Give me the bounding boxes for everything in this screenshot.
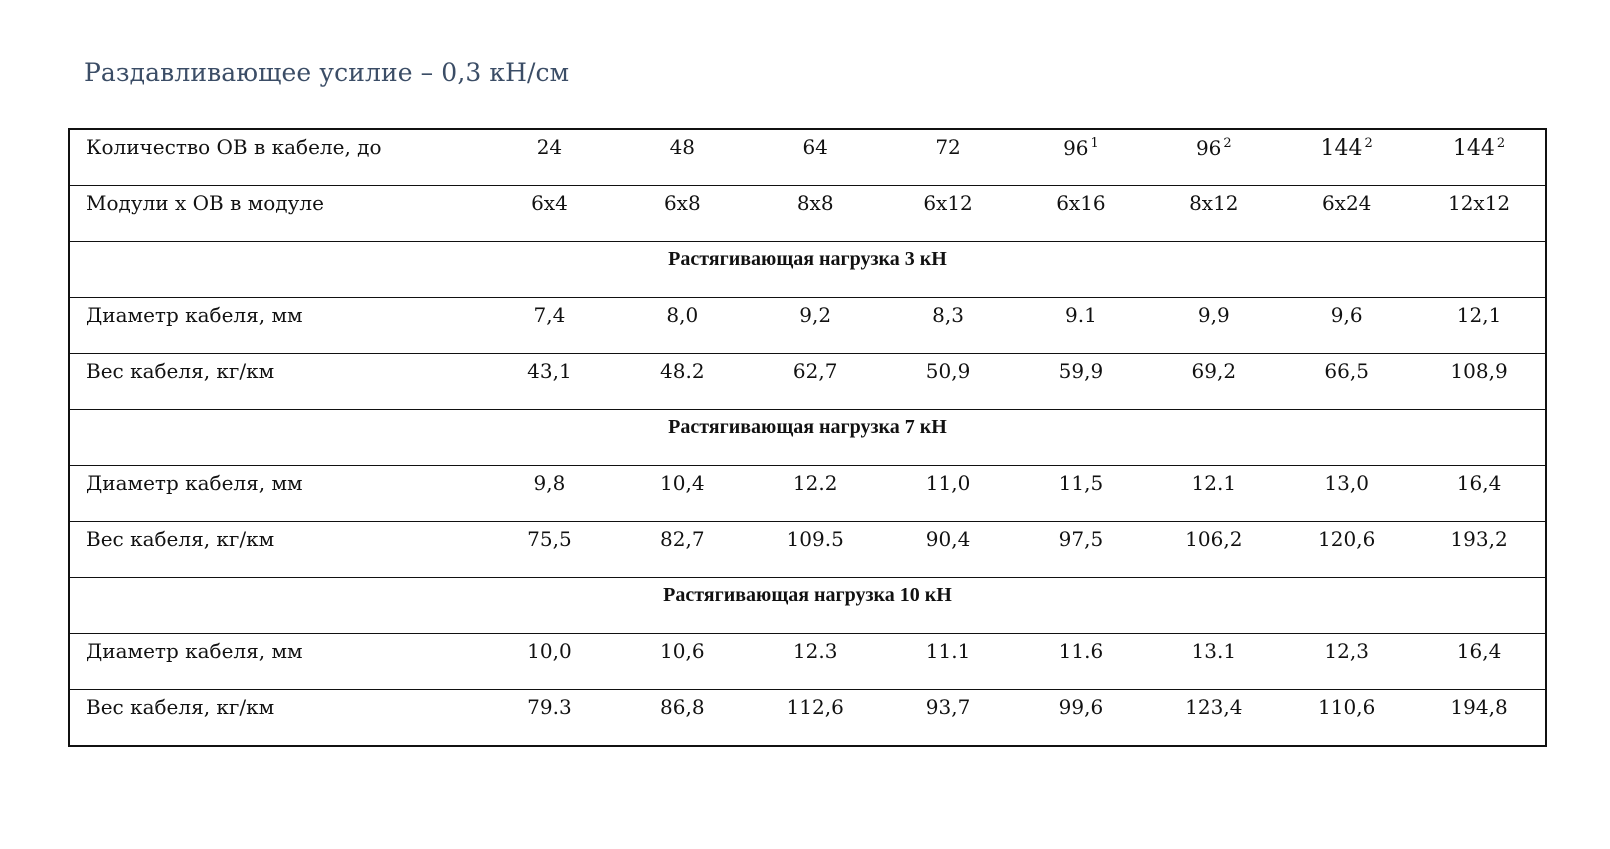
cell-value-wrap [1413, 298, 1545, 325]
cell-value: 6х16 [1056, 191, 1106, 215]
value-cell [1280, 522, 1413, 578]
section-heading: Растягивающая нагрузка 7 кН [668, 416, 947, 438]
table-row [69, 466, 1546, 522]
row-label: Диаметр кабеля, мм [86, 639, 303, 663]
cell-value-wrap [1147, 522, 1280, 549]
cell-value-wrap [616, 634, 749, 661]
cell-value: 16,4 [1456, 639, 1502, 663]
cell-value: 6х12 [923, 191, 973, 215]
cell-value: 6х4 [531, 191, 568, 215]
cell-value-wrap [1015, 130, 1148, 158]
cell-value: 12.1 [1191, 471, 1237, 495]
value-cell [1147, 186, 1280, 242]
cell-value: 144 [1452, 136, 1495, 161]
cell-value: 66,5 [1324, 359, 1369, 383]
value-cell [749, 129, 882, 186]
cell-value-wrap [1280, 522, 1413, 549]
cell-value-wrap [1015, 354, 1148, 381]
cell-value: 75,5 [527, 527, 572, 551]
cell-value-wrap [483, 354, 616, 381]
value-cell [1015, 129, 1148, 186]
value-cell [1147, 298, 1280, 354]
value-cell [1015, 354, 1148, 410]
cable-spec-table-body [69, 129, 1546, 746]
value-cell [1413, 186, 1546, 242]
value-cell [749, 298, 882, 354]
cell-value: 43,1 [527, 359, 572, 383]
cell-value: 11.6 [1058, 639, 1104, 663]
value-cell [1147, 354, 1280, 410]
value-cell [1015, 186, 1148, 242]
cell-value: 79.3 [527, 695, 572, 719]
value-cell [1015, 634, 1148, 690]
table-row [69, 129, 1546, 186]
value-cell [882, 690, 1015, 747]
cell-value: 12х12 [1447, 191, 1511, 215]
cell-value-wrap [616, 522, 749, 549]
value-cell [483, 466, 616, 522]
value-cell [616, 634, 749, 690]
cell-value-wrap [1413, 354, 1545, 381]
table-row [69, 690, 1546, 747]
cell-value-wrap [1147, 354, 1280, 381]
cell-value-wrap [1413, 186, 1545, 213]
cell-value-wrap [882, 130, 1015, 157]
cell-value-wrap [1147, 186, 1280, 213]
cell-value-wrap [882, 186, 1015, 213]
value-cell [1413, 129, 1546, 186]
value-cell [483, 129, 616, 186]
cell-value-wrap [882, 466, 1015, 493]
row-label: Вес кабеля, кг/км [86, 695, 275, 719]
cell-value: 7,4 [533, 303, 566, 327]
value-cell [616, 186, 749, 242]
value-cell [882, 354, 1015, 410]
value-cell [882, 466, 1015, 522]
cell-value-wrap [483, 690, 616, 717]
value-cell [1280, 186, 1413, 242]
value-cell [882, 298, 1015, 354]
value-cell [1280, 690, 1413, 747]
cell-value: 9,9 [1197, 303, 1230, 327]
value-cell [882, 129, 1015, 186]
value-cell [1147, 634, 1280, 690]
section-heading-cell [69, 410, 1546, 466]
value-cell [1147, 466, 1280, 522]
cell-value: 8,3 [932, 303, 964, 327]
cell-value: 99,6 [1058, 695, 1104, 719]
cell-value: 9,6 [1330, 303, 1363, 327]
footnote-marker: 1 [1090, 136, 1099, 151]
value-cell [483, 690, 616, 747]
cell-value: 50,9 [925, 359, 971, 383]
cell-value: 72 [935, 135, 961, 159]
value-cell [1147, 690, 1280, 747]
row-label-cell [69, 354, 483, 410]
value-cell [1280, 354, 1413, 410]
value-cell [1280, 466, 1413, 522]
cell-value: 108,9 [1450, 359, 1508, 383]
cell-value: 62,7 [792, 359, 838, 383]
cell-value-wrap [483, 186, 616, 213]
cell-value-wrap [1015, 690, 1148, 717]
section-heading-row [69, 578, 1546, 634]
row-label-cell [69, 129, 483, 186]
cell-value: 9,8 [533, 471, 566, 495]
cell-value-wrap [1015, 298, 1148, 325]
cell-value: 82,7 [660, 527, 705, 551]
cell-value-wrap [749, 466, 882, 493]
row-label: Модули х ОВ в модуле [86, 191, 324, 215]
cell-value-wrap [882, 690, 1015, 717]
cell-value-wrap [749, 354, 882, 381]
value-cell [483, 298, 616, 354]
value-cell [616, 129, 749, 186]
value-cell [616, 466, 749, 522]
value-cell [1015, 466, 1148, 522]
cell-value: 69,2 [1191, 359, 1237, 383]
cell-value: 10,0 [527, 639, 572, 663]
cell-value-wrap [1413, 522, 1545, 549]
value-cell [1413, 354, 1546, 410]
cell-value: 193,2 [1450, 527, 1508, 551]
cell-value-wrap [483, 298, 616, 325]
value-cell [616, 522, 749, 578]
value-cell [483, 186, 616, 242]
table-row [69, 522, 1546, 578]
cell-value-wrap [483, 466, 616, 493]
cell-value: 110,6 [1318, 695, 1376, 719]
cell-value-wrap [1413, 466, 1545, 493]
cell-value: 48.2 [660, 359, 705, 383]
value-cell [1147, 522, 1280, 578]
value-cell [1413, 466, 1546, 522]
cell-value: 13,0 [1324, 471, 1369, 495]
cell-value-wrap [1413, 130, 1545, 160]
cell-value: 112,6 [786, 695, 844, 719]
cell-value: 90,4 [925, 527, 971, 551]
cell-value: 12,3 [1324, 639, 1369, 663]
cell-value: 96 [1063, 136, 1089, 160]
row-label: Диаметр кабеля, мм [86, 303, 303, 327]
value-cell [1280, 129, 1413, 186]
value-cell [749, 186, 882, 242]
cell-value-wrap [1413, 634, 1545, 661]
cell-value-wrap [749, 634, 882, 661]
cell-value: 11,5 [1058, 471, 1104, 495]
cell-value-wrap [1147, 130, 1280, 158]
value-cell [749, 634, 882, 690]
cell-value-wrap [749, 690, 882, 717]
cell-value: 106,2 [1185, 527, 1243, 551]
value-cell [749, 354, 882, 410]
cell-value: 8х12 [1189, 191, 1239, 215]
cell-value-wrap [616, 354, 749, 381]
cell-value-wrap [882, 354, 1015, 381]
cell-value-wrap [616, 466, 749, 493]
cell-value: 6х8 [663, 191, 701, 215]
cell-value-wrap [1280, 466, 1413, 493]
value-cell [483, 354, 616, 410]
section-heading: Растягивающая нагрузка 3 кН [668, 248, 947, 270]
value-cell [1413, 522, 1546, 578]
footnote-marker: 2 [1364, 136, 1373, 151]
value-cell [749, 522, 882, 578]
cell-value-wrap [1280, 690, 1413, 717]
value-cell [882, 634, 1015, 690]
cell-value-wrap [1015, 634, 1148, 661]
table-row [69, 186, 1546, 242]
value-cell [1147, 129, 1280, 186]
cell-value: 93,7 [925, 695, 971, 719]
value-cell [882, 186, 1015, 242]
value-cell [1015, 522, 1148, 578]
cell-value: 13.1 [1191, 639, 1237, 663]
value-cell [1280, 298, 1413, 354]
cell-value-wrap [1280, 634, 1413, 661]
cell-value: 86,8 [660, 695, 705, 719]
cell-value-wrap [1280, 354, 1413, 381]
row-label-cell [69, 186, 483, 242]
cell-value: 10,6 [660, 639, 705, 663]
cell-value: 97,5 [1058, 527, 1104, 551]
cell-value-wrap [483, 634, 616, 661]
cable-spec-table [68, 128, 1547, 747]
value-cell [616, 354, 749, 410]
cell-value: 120,6 [1318, 527, 1376, 551]
cell-value: 12.3 [792, 639, 838, 663]
section-heading-cell [69, 242, 1546, 298]
cell-value-wrap [1413, 690, 1545, 717]
cell-value: 8х8 [796, 191, 834, 215]
cell-value-wrap [616, 690, 749, 717]
cell-value-wrap [616, 130, 749, 157]
cell-value: 8,0 [666, 303, 699, 327]
cell-value: 123,4 [1185, 695, 1243, 719]
cell-value-wrap [1015, 186, 1148, 213]
cell-value: 194,8 [1450, 695, 1508, 719]
section-heading-cell [69, 578, 1546, 634]
cell-value-wrap [882, 522, 1015, 549]
cell-value: 16,4 [1456, 471, 1502, 495]
row-label-cell [69, 522, 483, 578]
cell-value: 144 [1320, 136, 1363, 161]
cell-value: 109.5 [786, 527, 844, 551]
cell-value: 12.2 [792, 471, 838, 495]
value-cell [1413, 690, 1546, 747]
cell-value-wrap [882, 298, 1015, 325]
cell-value-wrap [1147, 690, 1280, 717]
cell-value: 9.1 [1065, 303, 1097, 327]
section-heading-row [69, 242, 1546, 298]
cell-value-wrap [1015, 522, 1148, 549]
row-label: Диаметр кабеля, мм [86, 471, 303, 495]
section-heading: Растягивающая нагрузка 10 кН [663, 584, 952, 606]
row-label: Вес кабеля, кг/км [86, 527, 275, 551]
row-label-cell [69, 298, 483, 354]
table-row [69, 354, 1546, 410]
cell-value-wrap [749, 130, 882, 157]
document-title: Раздавливающее усилие – 0,3 кН/см [84, 58, 570, 87]
section-heading-row [69, 410, 1546, 466]
cell-value-wrap [749, 298, 882, 325]
cell-value-wrap [749, 186, 882, 213]
row-label: Вес кабеля, кг/км [86, 359, 275, 383]
cell-value-wrap [749, 522, 882, 549]
value-cell [1413, 298, 1546, 354]
table-row [69, 634, 1546, 690]
row-label: Количество ОВ в кабеле, до [86, 135, 382, 159]
value-cell [483, 522, 616, 578]
footnote-marker: 2 [1496, 136, 1506, 151]
value-cell [483, 634, 616, 690]
row-label-cell [69, 466, 483, 522]
value-cell [1015, 298, 1148, 354]
value-cell [1280, 634, 1413, 690]
row-label-cell [69, 690, 483, 747]
cell-value-wrap [1280, 186, 1413, 213]
cell-value-wrap [483, 522, 616, 549]
cell-value-wrap [1147, 634, 1280, 661]
row-label-cell [69, 634, 483, 690]
table-row [69, 298, 1546, 354]
value-cell [1015, 690, 1148, 747]
cell-value: 9,2 [799, 303, 832, 327]
cell-value: 59,9 [1058, 359, 1104, 383]
cell-value-wrap [1147, 298, 1280, 325]
cell-value: 24 [536, 135, 563, 159]
value-cell [616, 690, 749, 747]
cell-value-wrap [483, 130, 616, 157]
cell-value: 48 [669, 135, 696, 159]
value-cell [749, 690, 882, 747]
cell-value: 6х24 [1321, 191, 1372, 215]
cell-value: 10,4 [660, 471, 705, 495]
cell-value-wrap [616, 186, 749, 213]
cell-value-wrap [616, 298, 749, 325]
cell-value-wrap [1147, 466, 1280, 493]
cell-value-wrap [1015, 466, 1148, 493]
cell-value: 11.1 [925, 639, 971, 663]
cell-value: 64 [802, 135, 828, 159]
cell-value-wrap [1280, 298, 1413, 325]
value-cell [882, 522, 1015, 578]
cell-value: 12,1 [1456, 303, 1502, 327]
value-cell [749, 466, 882, 522]
cell-value-wrap [1280, 130, 1413, 160]
value-cell [616, 298, 749, 354]
value-cell [1413, 634, 1546, 690]
cell-value: 11,0 [925, 471, 971, 495]
cell-value-wrap [882, 634, 1015, 661]
footnote-marker: 2 [1223, 136, 1232, 151]
cell-value: 96 [1195, 136, 1222, 160]
